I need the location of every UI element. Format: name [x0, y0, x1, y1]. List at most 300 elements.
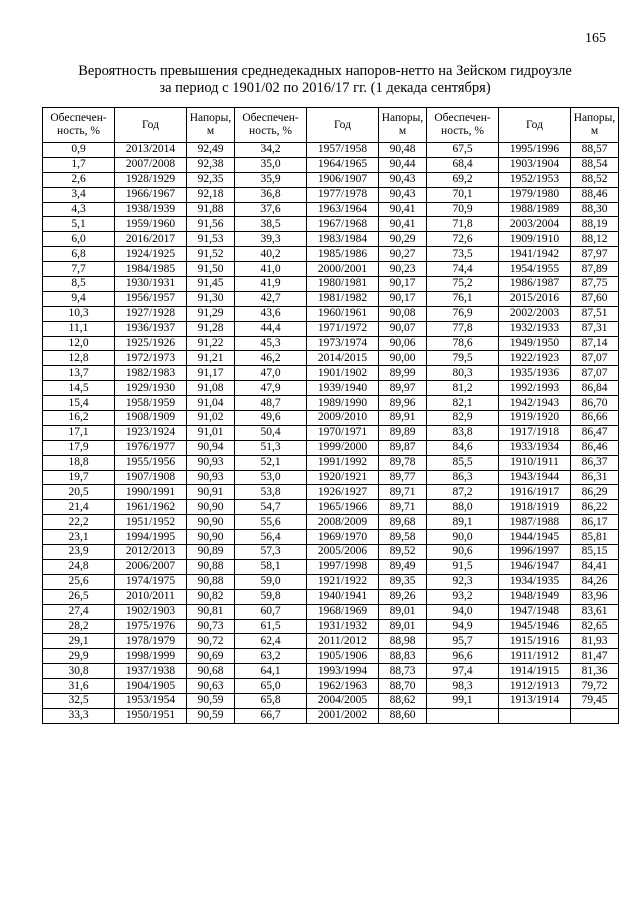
cell-probability: 22,2: [43, 515, 115, 530]
cell-head: 81,47: [571, 649, 619, 664]
cell-year: 1994/1995: [115, 530, 187, 545]
cell-probability: 24,8: [43, 559, 115, 574]
cell-head: 81,36: [571, 664, 619, 679]
cell-year: [499, 708, 571, 723]
cell-head: 90,88: [187, 574, 235, 589]
cell-probability: 2,6: [43, 172, 115, 187]
cell-year: 2009/2010: [307, 411, 379, 426]
cell-year: 1914/1915: [499, 664, 571, 679]
cell-probability: 53,0: [235, 470, 307, 485]
cell-head: 90,43: [379, 172, 427, 187]
cell-probability: 87,2: [427, 485, 499, 500]
cell-year: 2016/2017: [115, 232, 187, 247]
cell-head: [571, 708, 619, 723]
cell-head: 89,96: [379, 396, 427, 411]
cell-head: 87,31: [571, 321, 619, 336]
cell-year: 1978/1979: [115, 634, 187, 649]
cell-probability: 74,4: [427, 262, 499, 277]
cell-head: 90,72: [187, 634, 235, 649]
cell-head: 89,71: [379, 500, 427, 515]
cell-probability: 42,7: [235, 291, 307, 306]
cell-probability: 14,5: [43, 381, 115, 396]
cell-probability: 33,3: [43, 708, 115, 723]
table-row: [43, 411, 619, 426]
cell-head: 88,62: [379, 693, 427, 708]
cell-head: 86,46: [571, 440, 619, 455]
cell-head: 90,29: [379, 232, 427, 247]
cell-probability: 92,3: [427, 574, 499, 589]
cell-probability: 25,6: [43, 574, 115, 589]
cell-probability: 23,9: [43, 545, 115, 560]
cell-probability: 95,7: [427, 634, 499, 649]
cell-year: 2006/2007: [115, 559, 187, 574]
cell-head: 87,89: [571, 262, 619, 277]
cell-year: 1909/1910: [499, 232, 571, 247]
cell-probability: 15,4: [43, 396, 115, 411]
cell-head: 90,81: [187, 604, 235, 619]
cell-year: 1947/1948: [499, 604, 571, 619]
cell-probability: 11,1: [43, 321, 115, 336]
cell-probability: 30,8: [43, 664, 115, 679]
table-row: [43, 589, 619, 604]
cell-probability: 66,7: [235, 708, 307, 723]
cell-probability: 69,2: [427, 172, 499, 187]
cell-head: 90,69: [187, 649, 235, 664]
cell-year: 1903/1904: [499, 157, 571, 172]
cell-probability: 5,1: [43, 217, 115, 232]
cell-year: 1926/1927: [307, 485, 379, 500]
cell-probability: 50,4: [235, 425, 307, 440]
cell-year: 2005/2006: [307, 545, 379, 560]
cell-probability: 3,4: [43, 187, 115, 202]
cell-head: 87,75: [571, 277, 619, 292]
title-line-1: Вероятность превышения среднедекадных напоров-нетто на Зейском гидроузле: [78, 63, 572, 79]
cell-probability: 43,6: [235, 306, 307, 321]
cell-head: 91,22: [187, 336, 235, 351]
table-row: [43, 693, 619, 708]
cell-probability: 16,2: [43, 411, 115, 426]
cell-probability: 75,2: [427, 277, 499, 292]
cell-probability: 46,2: [235, 351, 307, 366]
cell-probability: 28,2: [43, 619, 115, 634]
cell-head: 90,41: [379, 217, 427, 232]
cell-head: 87,07: [571, 351, 619, 366]
cell-probability: 59,8: [235, 589, 307, 604]
cell-probability: 47,0: [235, 366, 307, 381]
header-probability: Обеспечен-ность, %: [43, 108, 115, 143]
cell-head: 91,88: [187, 202, 235, 217]
cell-year: 1943/1944: [499, 470, 571, 485]
cell-probability: 94,0: [427, 604, 499, 619]
cell-year: 1981/1982: [307, 291, 379, 306]
cell-head: 86,22: [571, 500, 619, 515]
cell-head: 84,26: [571, 574, 619, 589]
cell-head: 91,29: [187, 306, 235, 321]
header-probability: Обеспечен-ность, %: [235, 108, 307, 143]
cell-probability: 89,1: [427, 515, 499, 530]
cell-head: 87,51: [571, 306, 619, 321]
cell-probability: 23,1: [43, 530, 115, 545]
table-row: [43, 187, 619, 202]
cell-head: 86,29: [571, 485, 619, 500]
table-row: [43, 336, 619, 351]
cell-head: 91,28: [187, 321, 235, 336]
page-number: 165: [585, 31, 606, 46]
cell-year: 1970/1971: [307, 425, 379, 440]
cell-year: 1956/1957: [115, 291, 187, 306]
cell-head: 89,52: [379, 545, 427, 560]
cell-year: 1967/1968: [307, 217, 379, 232]
table-row: [43, 634, 619, 649]
table-row: [43, 515, 619, 530]
table-row: [43, 277, 619, 292]
cell-year: 1966/1967: [115, 187, 187, 202]
cell-probability: 26,5: [43, 589, 115, 604]
cell-probability: 13,7: [43, 366, 115, 381]
cell-probability: 98,3: [427, 679, 499, 694]
cell-year: 1940/1941: [307, 589, 379, 604]
cell-head: 89,01: [379, 604, 427, 619]
document-title: [40, 63, 610, 97]
cell-probability: 17,1: [43, 425, 115, 440]
cell-year: 1985/1986: [307, 247, 379, 262]
cell-head: 88,70: [379, 679, 427, 694]
cell-year: 1905/1906: [307, 649, 379, 664]
table-row: [43, 425, 619, 440]
cell-year: 1993/1994: [307, 664, 379, 679]
cell-probability: 99,1: [427, 693, 499, 708]
cell-year: 1958/1959: [115, 396, 187, 411]
cell-head: 89,58: [379, 530, 427, 545]
cell-probability: 62,4: [235, 634, 307, 649]
cell-head: 91,45: [187, 277, 235, 292]
cell-probability: 29,9: [43, 649, 115, 664]
cell-head: 91,08: [187, 381, 235, 396]
cell-probability: 93,2: [427, 589, 499, 604]
cell-year: 1963/1964: [307, 202, 379, 217]
table-row: [43, 574, 619, 589]
cell-head: 81,93: [571, 634, 619, 649]
cell-year: 1995/1996: [499, 143, 571, 158]
cell-head: 86,47: [571, 425, 619, 440]
cell-head: 83,61: [571, 604, 619, 619]
cell-head: 88,57: [571, 143, 619, 158]
cell-year: 1986/1987: [499, 277, 571, 292]
cell-head: 88,60: [379, 708, 427, 723]
cell-year: 1972/1973: [115, 351, 187, 366]
cell-year: 1931/1932: [307, 619, 379, 634]
cell-probability: 76,9: [427, 306, 499, 321]
cell-year: 1918/1919: [499, 500, 571, 515]
cell-year: 1901/1902: [307, 366, 379, 381]
table-row: [43, 708, 619, 723]
cell-probability: 21,4: [43, 500, 115, 515]
cell-year: 1930/1931: [115, 277, 187, 292]
cell-year: 1946/1947: [499, 559, 571, 574]
cell-year: 1979/1980: [499, 187, 571, 202]
cell-year: 1912/1913: [499, 679, 571, 694]
table-row: [43, 262, 619, 277]
cell-probability: 6,8: [43, 247, 115, 262]
table-row: [43, 679, 619, 694]
cell-year: 1953/1954: [115, 693, 187, 708]
table-row: [43, 381, 619, 396]
cell-head: 91,01: [187, 425, 235, 440]
table-row: [43, 202, 619, 217]
cell-probability: 20,5: [43, 485, 115, 500]
cell-year: 1980/1981: [307, 277, 379, 292]
cell-year: 1959/1960: [115, 217, 187, 232]
cell-year: 1982/1983: [115, 366, 187, 381]
table-row: [43, 470, 619, 485]
cell-probability: 94,9: [427, 619, 499, 634]
cell-probability: 7,7: [43, 262, 115, 277]
cell-probability: 27,4: [43, 604, 115, 619]
cell-year: 2013/2014: [115, 143, 187, 158]
cell-probability: 53,8: [235, 485, 307, 500]
cell-year: 1997/1998: [307, 559, 379, 574]
cell-probability: 19,7: [43, 470, 115, 485]
cell-probability: 60,7: [235, 604, 307, 619]
cell-year: 1971/1972: [307, 321, 379, 336]
cell-probability: 90,0: [427, 530, 499, 545]
cell-year: 1915/1916: [499, 634, 571, 649]
cell-head: 90,90: [187, 515, 235, 530]
cell-probability: 61,5: [235, 619, 307, 634]
cell-probability: 35,9: [235, 172, 307, 187]
table-row: [43, 500, 619, 515]
cell-year: 1998/1999: [115, 649, 187, 664]
cell-year: 1957/1958: [307, 143, 379, 158]
cell-probability: 32,5: [43, 693, 115, 708]
header-head: Напоры, м: [379, 108, 427, 143]
table-row: [43, 604, 619, 619]
cell-probability: 59,0: [235, 574, 307, 589]
cell-year: 1938/1939: [115, 202, 187, 217]
cell-year: 1987/1988: [499, 515, 571, 530]
table-header-row: [43, 108, 619, 143]
cell-year: 1935/1936: [499, 366, 571, 381]
cell-probability: 91,5: [427, 559, 499, 574]
cell-head: 92,18: [187, 187, 235, 202]
cell-year: 1941/1942: [499, 247, 571, 262]
cell-year: 1977/1978: [307, 187, 379, 202]
cell-head: 91,04: [187, 396, 235, 411]
cell-year: 1929/1930: [115, 381, 187, 396]
cell-year: 1990/1991: [115, 485, 187, 500]
cell-year: 1936/1937: [115, 321, 187, 336]
cell-head: 79,72: [571, 679, 619, 694]
cell-probability: 84,6: [427, 440, 499, 455]
cell-year: 1934/1935: [499, 574, 571, 589]
cell-year: 2011/2012: [307, 634, 379, 649]
table-row: [43, 157, 619, 172]
cell-head: 89,01: [379, 619, 427, 634]
cell-probability: 85,5: [427, 455, 499, 470]
cell-head: 87,97: [571, 247, 619, 262]
cell-head: 90,08: [379, 306, 427, 321]
cell-probability: 18,8: [43, 455, 115, 470]
cell-year: 1975/1976: [115, 619, 187, 634]
table-row: [43, 247, 619, 262]
cell-head: 90,63: [187, 679, 235, 694]
cell-year: 1983/1984: [307, 232, 379, 247]
cell-year: 1955/1956: [115, 455, 187, 470]
cell-probability: 4,3: [43, 202, 115, 217]
cell-head: 90,68: [187, 664, 235, 679]
cell-year: 1932/1933: [499, 321, 571, 336]
cell-probability: 12,0: [43, 336, 115, 351]
cell-head: 86,66: [571, 411, 619, 426]
cell-head: 92,35: [187, 172, 235, 187]
cell-year: 1991/1992: [307, 455, 379, 470]
cell-probability: 48,7: [235, 396, 307, 411]
cell-head: 90,73: [187, 619, 235, 634]
cell-head: 90,43: [379, 187, 427, 202]
cell-probability: 12,8: [43, 351, 115, 366]
table-row: [43, 455, 619, 470]
cell-probability: 78,6: [427, 336, 499, 351]
table-row: [43, 440, 619, 455]
cell-head: 90,89: [187, 545, 235, 560]
cell-probability: 36,8: [235, 187, 307, 202]
cell-probability: 57,3: [235, 545, 307, 560]
header-year: Год: [499, 108, 571, 143]
cell-year: 1989/1990: [307, 396, 379, 411]
cell-head: 90,48: [379, 143, 427, 158]
cell-probability: 41,9: [235, 277, 307, 292]
cell-head: 90,17: [379, 277, 427, 292]
cell-year: 2014/2015: [307, 351, 379, 366]
cell-head: 91,21: [187, 351, 235, 366]
cell-year: 1902/1903: [115, 604, 187, 619]
cell-probability: 86,3: [427, 470, 499, 485]
cell-probability: 64,1: [235, 664, 307, 679]
cell-probability: 31,6: [43, 679, 115, 694]
cell-probability: 80,3: [427, 366, 499, 381]
cell-year: 1988/1989: [499, 202, 571, 217]
cell-head: 88,46: [571, 187, 619, 202]
cell-probability: 63,2: [235, 649, 307, 664]
cell-head: 90,88: [187, 559, 235, 574]
table-row: [43, 619, 619, 634]
cell-head: 90,07: [379, 321, 427, 336]
cell-head: 89,87: [379, 440, 427, 455]
cell-year: 2015/2016: [499, 291, 571, 306]
cell-head: 89,71: [379, 485, 427, 500]
cell-head: 88,12: [571, 232, 619, 247]
cell-head: 91,52: [187, 247, 235, 262]
cell-probability: 47,9: [235, 381, 307, 396]
cell-year: 1999/2000: [307, 440, 379, 455]
table-row: [43, 664, 619, 679]
cell-year: 1960/1961: [307, 306, 379, 321]
table-row: [43, 649, 619, 664]
cell-head: 89,97: [379, 381, 427, 396]
table-row: [43, 172, 619, 187]
cell-head: 89,35: [379, 574, 427, 589]
cell-probability: 83,8: [427, 425, 499, 440]
cell-year: 1964/1965: [307, 157, 379, 172]
cell-probability: 41,0: [235, 262, 307, 277]
cell-probability: 56,4: [235, 530, 307, 545]
cell-head: 86,84: [571, 381, 619, 396]
cell-year: 1984/1985: [115, 262, 187, 277]
cell-year: 1976/1977: [115, 440, 187, 455]
cell-year: 1922/1923: [499, 351, 571, 366]
cell-probability: 35,0: [235, 157, 307, 172]
cell-year: 1965/1966: [307, 500, 379, 515]
cell-head: 89,49: [379, 559, 427, 574]
cell-probability: 29,1: [43, 634, 115, 649]
cell-head: 91,53: [187, 232, 235, 247]
cell-head: 88,73: [379, 664, 427, 679]
cell-probability: 73,5: [427, 247, 499, 262]
cell-probability: 54,7: [235, 500, 307, 515]
table-row: [43, 291, 619, 306]
cell-head: 86,70: [571, 396, 619, 411]
cell-head: 83,96: [571, 589, 619, 604]
cell-head: 87,60: [571, 291, 619, 306]
cell-probability: 90,6: [427, 545, 499, 560]
cell-year: 1923/1924: [115, 425, 187, 440]
cell-year: 1933/1934: [499, 440, 571, 455]
table-row: [43, 306, 619, 321]
cell-probability: 10,3: [43, 306, 115, 321]
cell-head: 90,06: [379, 336, 427, 351]
cell-head: 90,23: [379, 262, 427, 277]
cell-year: 1969/1970: [307, 530, 379, 545]
cell-head: 89,99: [379, 366, 427, 381]
cell-year: 1924/1925: [115, 247, 187, 262]
cell-year: 2012/2013: [115, 545, 187, 560]
cell-head: 90,59: [187, 693, 235, 708]
cell-head: 90,17: [379, 291, 427, 306]
cell-head: 89,77: [379, 470, 427, 485]
cell-probability: 49,6: [235, 411, 307, 426]
cell-year: 1948/1949: [499, 589, 571, 604]
cell-head: 88,83: [379, 649, 427, 664]
cell-year: 1907/1908: [115, 470, 187, 485]
cell-year: 1944/1945: [499, 530, 571, 545]
cell-probability: 79,5: [427, 351, 499, 366]
cell-year: 2000/2001: [307, 262, 379, 277]
cell-probability: 81,2: [427, 381, 499, 396]
cell-head: 90,90: [187, 500, 235, 515]
cell-head: 88,98: [379, 634, 427, 649]
cell-head: 89,68: [379, 515, 427, 530]
cell-probability: 70,1: [427, 187, 499, 202]
cell-probability: 58,1: [235, 559, 307, 574]
cell-head: 88,30: [571, 202, 619, 217]
cell-year: 1917/1918: [499, 425, 571, 440]
cell-probability: 37,6: [235, 202, 307, 217]
cell-head: 90,94: [187, 440, 235, 455]
cell-year: 1904/1905: [115, 679, 187, 694]
cell-year: 1927/1928: [115, 306, 187, 321]
header-head: Напоры, м: [187, 108, 235, 143]
cell-probability: 55,6: [235, 515, 307, 530]
table-row: [43, 485, 619, 500]
cell-head: 86,17: [571, 515, 619, 530]
cell-year: 1911/1912: [499, 649, 571, 664]
cell-probability: 51,3: [235, 440, 307, 455]
cell-head: 92,49: [187, 143, 235, 158]
table-row: [43, 559, 619, 574]
cell-probability: 70,9: [427, 202, 499, 217]
cell-year: 1921/1922: [307, 574, 379, 589]
cell-year: 1942/1943: [499, 396, 571, 411]
